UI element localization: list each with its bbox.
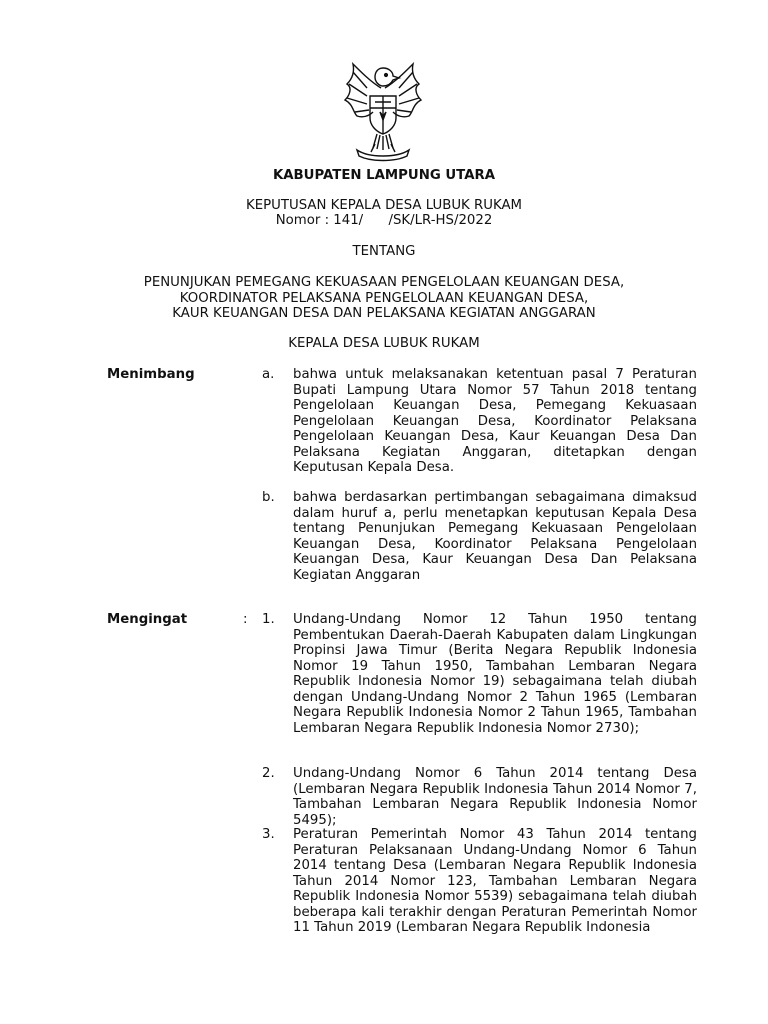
subject-line: KOORDINATOR PELAKSANA PENGELOLAAN KEUANGAN DESA, <box>179 291 589 306</box>
menimbang-label: Menimbang <box>107 367 195 382</box>
mengingat-item-3: Peraturan Pemerintah Nomor 43 Tahun 2014 tentang Peraturan Pelaksanaan Undang-Undang Nomor 6 Tahun 2014 tentang Desa (Lembaran Negara Republik Indonesia Tahun 2014 Nomor 123, Tambahan Lembaran Negara Republik Indonesia Nomor 5539) sebagaimana telah diubah beberapa kali terakhir dengan Peraturan Pemerintah Nomor 11 Tahun 2019 (Lembaran Negara Republik Indonesia <box>293 827 697 935</box>
list-marker: a. <box>262 367 275 382</box>
decree-title: KEPUTUSAN KEPALA DESA LUBUK RUKAM <box>245 198 523 213</box>
menimbang-item-b: bahwa berdasarkan pertimbangan sebagaimana dimaksud dalam huruf a, perlu menetapkan keputusan Kepala Desa tentang Penunjukan Pemegang Kekuasaan Pengelolaan Keuangan Desa, Koordinator Pelaksana Pengelolaan Keuangan Desa, Kaur Keuangan Desa Dan Pelaksana Kegiatan Anggaran <box>293 490 697 583</box>
mengingat-label: Mengingat <box>107 612 188 627</box>
decree-number: Nomor : 141/ /SK/LR-HS/2022 <box>275 213 493 228</box>
list-marker: 2. <box>262 766 275 781</box>
issuer-heading: KEPALA DESA LUBUK RUKAM <box>288 336 480 351</box>
mengingat-item-2: Undang-Undang Nomor 6 Tahun 2014 tentang Desa (Lembaran Negara Republik Indonesia Tahun 2014 Nomor 7, Tambahan Lembaran Negara Republik Indonesia Nomor 5495); <box>293 766 697 828</box>
list-marker: b. <box>262 490 275 505</box>
list-marker: 3. <box>262 827 275 842</box>
garuda-emblem-icon <box>343 58 423 162</box>
regency-name: KABUPATEN LAMPUNG UTARA <box>272 168 496 183</box>
subject-line: KAUR KEUANGAN DESA DAN PELAKSANA KEGIATAN ANGGARAN <box>172 306 596 321</box>
menimbang-item-a: bahwa untuk melaksanakan ketentuan pasal 7 Peraturan Bupati Lampung Utara Nomor 57 Tahun 2018 tentang Pengelolaan Keuangan Desa, Pemegang Kekuasaan Pengelolaan Keuangan Desa, Koordinator Pelaksana Pengelolaan Keuangan Desa, Kaur Keuangan Desa Dan Pelaksana Kegiatan Anggaran, ditetapkan dengan Keputusan Kepala Desa. <box>293 367 697 475</box>
tentang-heading: TENTANG <box>352 244 416 259</box>
mengingat-item-1: Undang-Undang Nomor 12 Tahun 1950 tentang Pembentukan Daerah-Daerah Kabupaten dalam Lingkungan Propinsi Jawa Timur (Berita Negara Republik Indonesia Nomor 19 Tahun 1950, Tambahan Lembaran Negara Republik Indonesia Nomor 19) sebagaimana telah diubah dengan Undang-Undang Nomor 2 Tahun 1965 (Lembaran Negara Republik Indonesia Nomor 2 Tahun 1965, Tambahan Lembaran Negara Republik Indonesia Nomor 2730); <box>293 612 697 736</box>
mengingat-colon: : <box>243 612 248 627</box>
subject-line: PENUNJUKAN PEMEGANG KEKUASAAN PENGELOLAAN KEUANGAN DESA, <box>143 275 625 290</box>
list-marker: 1. <box>262 612 275 627</box>
